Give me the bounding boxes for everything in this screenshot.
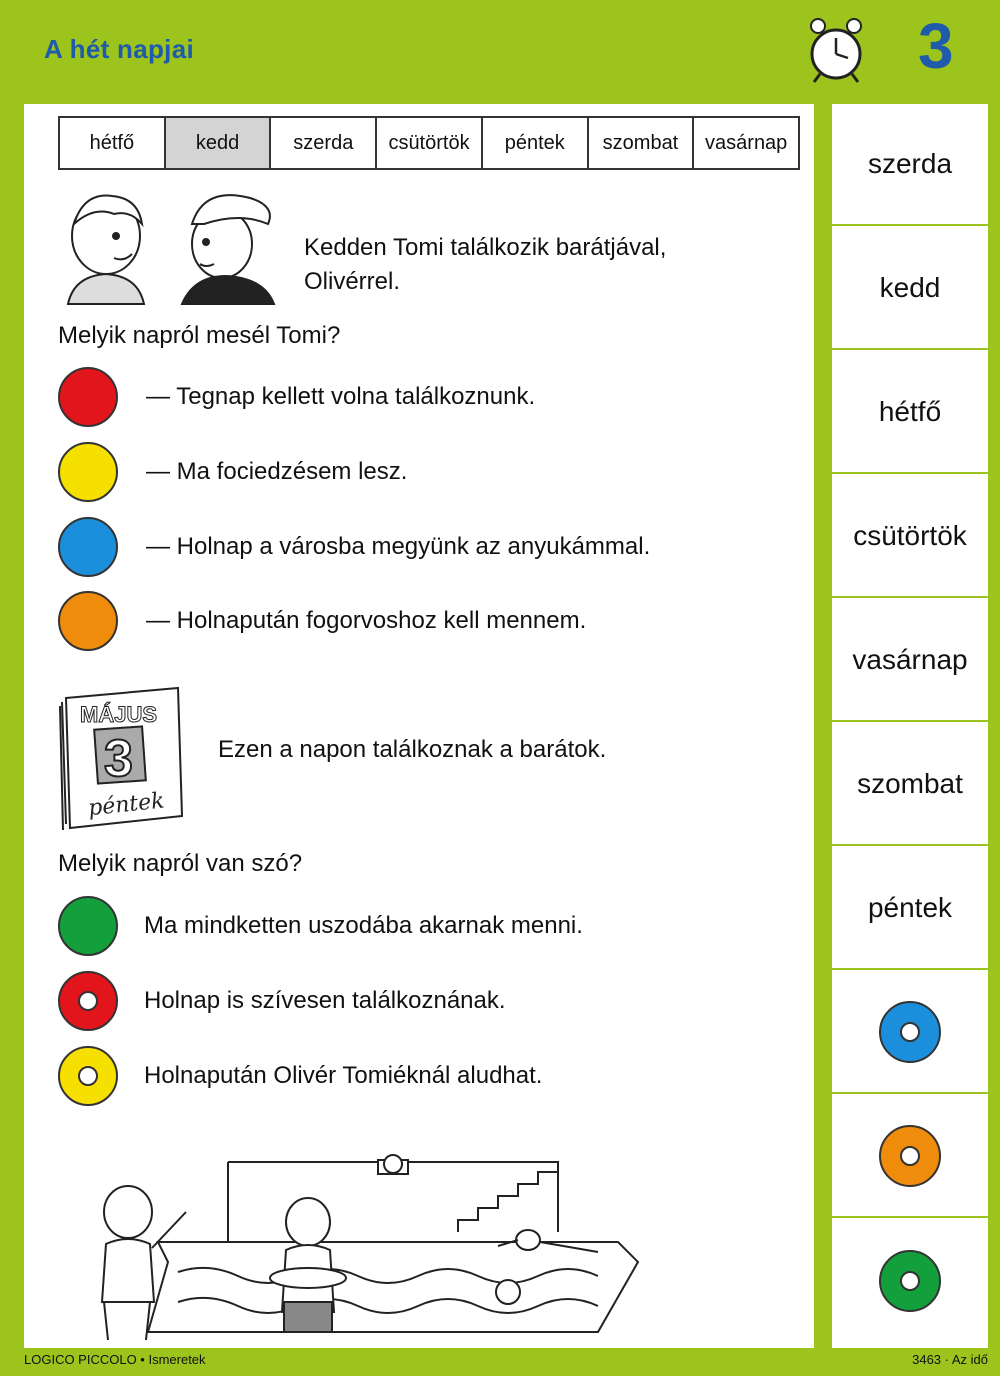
answer-ring-cell[interactable] [832, 972, 988, 1094]
statement: — Ma fociedzésem lesz. [146, 458, 408, 485]
calendar-month: MÁJUS [80, 702, 158, 727]
day-cell: szerda [271, 118, 377, 168]
green-ring [879, 1250, 941, 1312]
question-2: Melyik napról van szó? [58, 850, 303, 877]
calendar-caption: Ezen a napon találkoznak a barátok. [218, 736, 607, 763]
answer-cell[interactable]: kedd [832, 228, 988, 350]
statement: — Tegnap kellett volna találkoznunk. [146, 383, 536, 410]
boys-illustration [54, 184, 284, 306]
yellow-ring [58, 1046, 118, 1106]
footer-right: 3463 · Az idő [912, 1352, 988, 1367]
yellow-dot [58, 442, 118, 502]
alarm-clock-icon [808, 14, 864, 84]
card-number: 3 [918, 10, 954, 82]
answer-ring-cell[interactable] [832, 1096, 988, 1218]
day-cell: hétfő [60, 118, 166, 168]
weekday-strip [58, 116, 800, 170]
orange-dot [58, 591, 118, 651]
red-dot [58, 367, 118, 427]
day-cell-highlighted: kedd [166, 118, 272, 168]
question-1: Melyik napról mesél Tomi? [58, 322, 341, 349]
day-cell: szombat [589, 118, 695, 168]
orange-ring [879, 1125, 941, 1187]
statement: — Holnapután fogorvoshoz kell mennem. [146, 607, 587, 634]
answer-cell[interactable]: hétfő [832, 352, 988, 474]
green-dot [58, 896, 118, 956]
story-line: Olivérrel. [304, 268, 401, 295]
calendar-icon [60, 684, 186, 834]
day-cell: péntek [483, 118, 589, 168]
answer-cell[interactable]: vasárnap [832, 600, 988, 722]
answer-ring-cell[interactable] [832, 1220, 988, 1342]
day-cell: vasárnap [705, 131, 788, 154]
day-cell: csütörtök [377, 118, 483, 168]
statement: Holnap is szívesen találkoznának. [144, 987, 506, 1014]
answer-cell[interactable]: szombat [832, 724, 988, 846]
answer-cell[interactable]: csütörtök [832, 476, 988, 598]
exercise-panel [24, 104, 814, 1348]
answer-column [832, 104, 988, 1348]
red-ring [58, 971, 118, 1031]
statement: — Holnap a városba megyünk az anyukámmal. [146, 533, 651, 560]
calendar-day: 3 [104, 730, 133, 788]
calendar-weekday: péntek [87, 788, 166, 822]
statement: Ma mindketten uszodába akarnak menni. [144, 912, 583, 939]
blue-dot [58, 517, 118, 577]
story-line: Kedden Tomi találkozik barátjával, [304, 234, 667, 261]
answer-cell[interactable]: szerda [832, 104, 988, 226]
statement: Holnapután Olivér Tomiéknál aludhat. [144, 1062, 543, 1089]
swimming-pool-illustration [58, 1152, 658, 1342]
footer-left: LOGICO PICCOLO • Ismeretek [24, 1352, 206, 1367]
answer-cell[interactable]: péntek [832, 848, 988, 970]
page-title: A hét napjai [44, 34, 194, 64]
blue-ring [879, 1001, 941, 1063]
